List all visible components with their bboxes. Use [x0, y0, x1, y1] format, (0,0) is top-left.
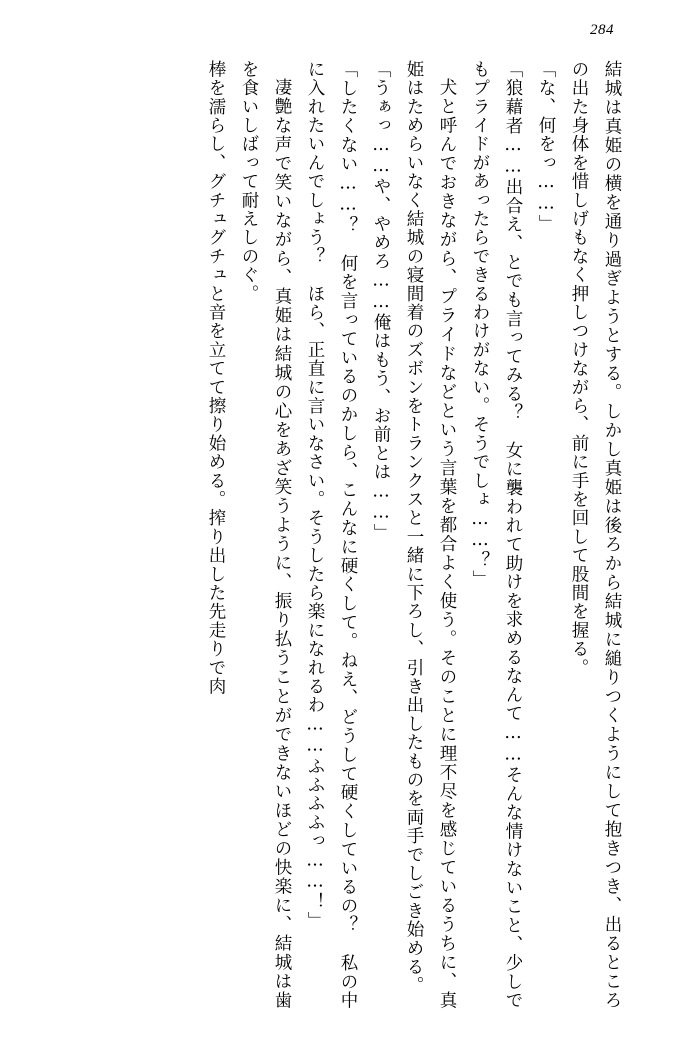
paragraph: 結城は真姫の横を通り過ぎようとする。しかし真姫は後ろから結城に縋りつくようにして抱きつき、出るところの出た身体を惜しげもなく押しつけながら、前に手を回して股間を握る。: [569, 60, 622, 1010]
paragraph: 「うぁっ……や、やめろ……俺はもう、お前とは……」: [371, 60, 391, 543]
page-number: 284: [590, 22, 614, 38]
paragraph: 「狼藉者……出合え、とでも言ってみる？ 女に襲われて助けを求めるなんて……そんな情けないこと、少しでもプライドがあったらできるわけがない。そうでしょ……？」: [470, 60, 523, 1010]
paragraph: 凄艶な声で笑いながら、真姫は結城の心をあざ笑うように、振り払うことができないほどの快楽に、結城は歯を食いしばって耐えしのぐ。: [239, 60, 292, 1010]
page-body-text: [40, 60, 628, 1010]
paragraph: 「したくない……？ 何を言っているのかしら、こんなに硬くして。ねえ、どうして硬くしているの？ 私の中に入れたいんでしょう？ ほら、正直に言いなさい。そうしたら楽になれるわ……ふふふふっ……！」: [305, 60, 358, 1010]
paragraph: 棒を濡らし、グチュグチュと音を立てて擦り始める。搾り出した先走りで肉: [206, 60, 226, 696]
paragraph: 「な、何をっ……」: [536, 60, 556, 234]
paragraph: 犬と呼んでおきながら、プライドなどという言葉を都合よく使う。そのことに理不尽を感じているうちに、真姫はためらいなく結城の寝間着のズボンをトランクスと一緒に下ろし、引き出したものを両手でしごき始める。: [404, 60, 457, 1010]
